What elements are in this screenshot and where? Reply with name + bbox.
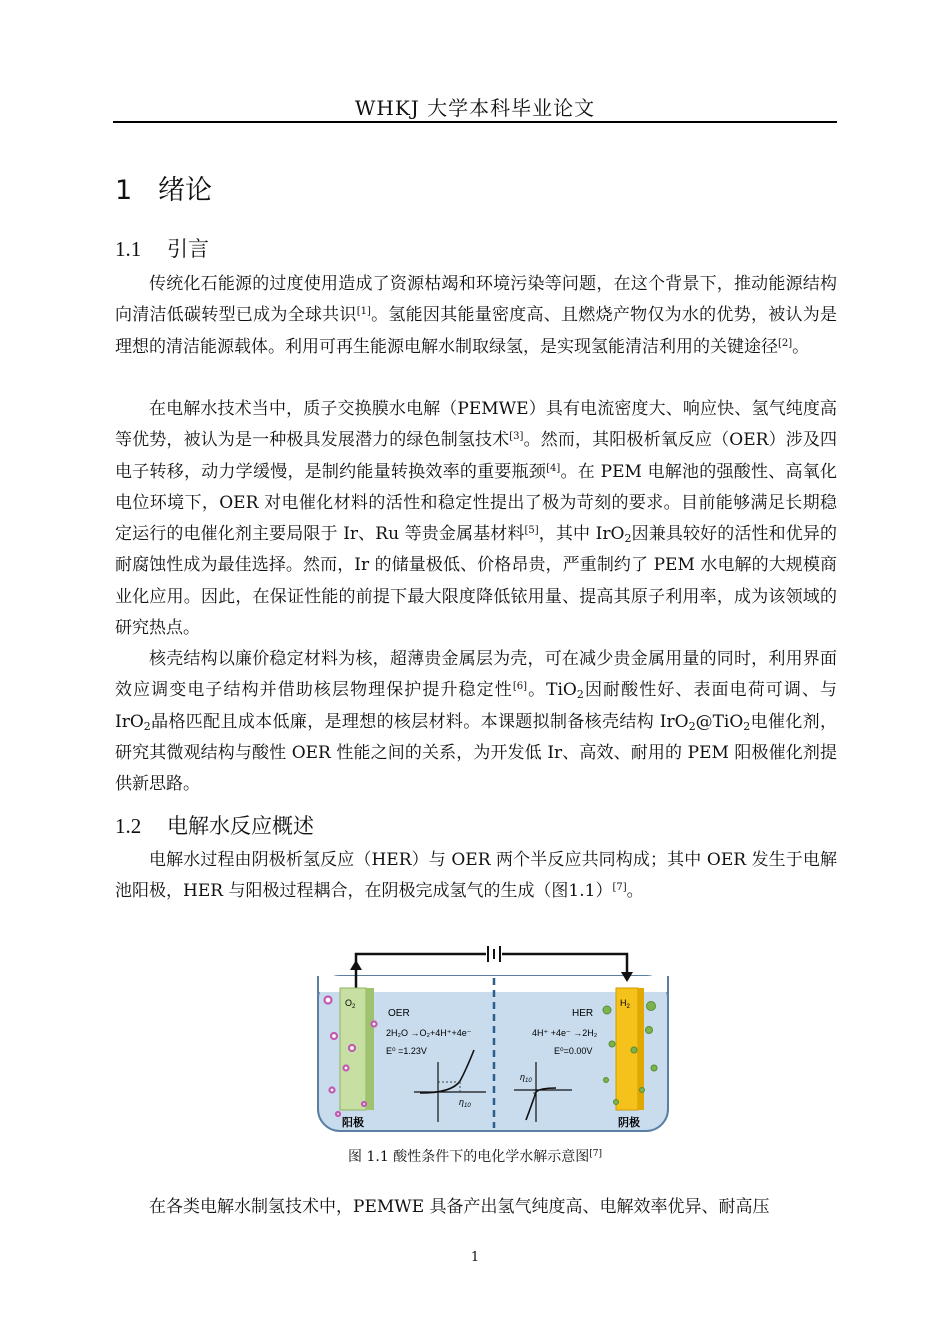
citation: [7] xyxy=(612,882,627,894)
her-eta-label: $\eta_{10}$ xyxy=(520,1072,532,1084)
electrolysis-diagram xyxy=(316,940,671,1134)
paragraph-pemwe-advantages: 在各类电解水制氢技术中，PEMWE 具备产出氢气纯度高、电解效率优异、耐高压 xyxy=(149,1197,770,1217)
paragraph-electrolysis: 电解水过程由阴极析氢反应（HER）与 OER 两个半反应共同构成；其中 OER 发生于电解池阳极，HER 与阳极过程耦合，在阴极完成氢气的生成（图1.1）[7]。 xyxy=(115,850,837,902)
figure-caption: 图 1.1 酸性条件下的电化学水解示意图[7] xyxy=(348,1149,602,1165)
chapter-title: 绪论 xyxy=(158,175,212,206)
cathode-label: 阴极 xyxy=(618,1116,640,1129)
paragraph-intro: 传统化石能源的过度使用造成了资源枯竭和环境污染等问题，在这个背景下，推动能源结构向清洁低碳转型已成为全球共识[1]。氢能因其能量密度高、且燃烧产物仅为水的优势，被认为是理想的清洁能源载体。利用可再生能源电解水制取绿氢，是实现氢能清洁利用的关键途径[2]。 xyxy=(115,274,838,357)
section-heading-1-2 xyxy=(115,810,314,840)
header-rule xyxy=(113,121,837,123)
chapter-heading xyxy=(115,168,212,207)
paragraph-pemwe: 在电解水技术当中，质子交换膜水电解（PEMWE）具有电流密度大、响应快、氢气纯度高等优势，被认为是一种极具发展潜力的绿色制氢技术[3]。然而，其阳极析氧反应（OER）涉及四电子转移，动力学缓慢，是制约能量转换效率的重要瓶颈[4]。在 PEM 电解池的强酸性、高氧化电位环境下，OER 对电催化材料的活性和稳定性提出了极为苛刻的要求。目前能够满足长期稳定运行的电催化剂主要局限于 Ir、Ru 等贵金属基材料[5]，其中 IrO$_2$因兼具较好的活性和优异的耐腐蚀性成为最佳选择。然而，Ir 的储量极低、价格昂贵，严重制约了 PEM 水电解的大规模商业化应用。因此，在保证性能的前提下最大限度降低铱用量、提高其原子利用率，成为该领域的研究热点。 xyxy=(115,399,838,639)
citation: [4] xyxy=(546,462,561,474)
arrow-up-icon xyxy=(350,960,362,970)
oer-potential: E⁰ =1.23V xyxy=(386,1046,427,1056)
section-title: 电解水反应概述 xyxy=(167,814,314,838)
section-number: 1.2 xyxy=(115,814,142,838)
paragraph-core-shell: 核壳结构以廉价稳定材料为核，超薄贵金属层为壳，可在减少贵金属用量的同时，利用界面效应调变电子结构并借助核层物理保护提升稳定性[6]。TiO$_2$因耐酸性好、表面电荷可调、与 IrO$_2$晶格匹配且成本低廉，是理想的核层材料。本课题拟制备核壳结构 IrO$_2$@TiO$_2$电催化剂，研究其微观结构与酸性 OER 性能之间的关系，为开发低 Ir、高效、耐用的 PEM 阳极催化剂提供新思路。 xyxy=(115,649,838,795)
cathode-gas-label: $H_2$ xyxy=(620,998,630,1010)
anode-label: 阳极 xyxy=(342,1116,364,1129)
her-label: HER xyxy=(572,1008,594,1019)
oer-equation: 2H₂O →O₂+4H⁺+4e⁻ xyxy=(386,1028,472,1038)
page-number: 1 xyxy=(470,1250,480,1265)
anode-gas-label: $O_2$ xyxy=(345,998,356,1010)
anode-side xyxy=(366,988,374,1110)
her-equation: 4H⁺ +4e⁻ →2H₂ xyxy=(532,1028,598,1038)
citation: [6] xyxy=(512,681,527,693)
oer-eta-label: $\eta_{10}$ xyxy=(459,1097,471,1109)
running-header: WHKJ 大学本科毕业论文 xyxy=(354,96,596,120)
oer-label: OER xyxy=(388,1008,410,1019)
section-number: 1.1 xyxy=(115,237,142,261)
citation: [3] xyxy=(509,431,524,443)
citation: [1] xyxy=(356,306,371,318)
citation: [2] xyxy=(778,337,793,349)
her-potential: E⁰=0.00V xyxy=(554,1046,593,1056)
section-title: 引言 xyxy=(167,237,209,261)
section-heading-1-1 xyxy=(115,233,209,263)
wire-right xyxy=(502,954,627,972)
citation: [5] xyxy=(524,525,539,537)
chapter-number: 1 xyxy=(115,175,133,206)
